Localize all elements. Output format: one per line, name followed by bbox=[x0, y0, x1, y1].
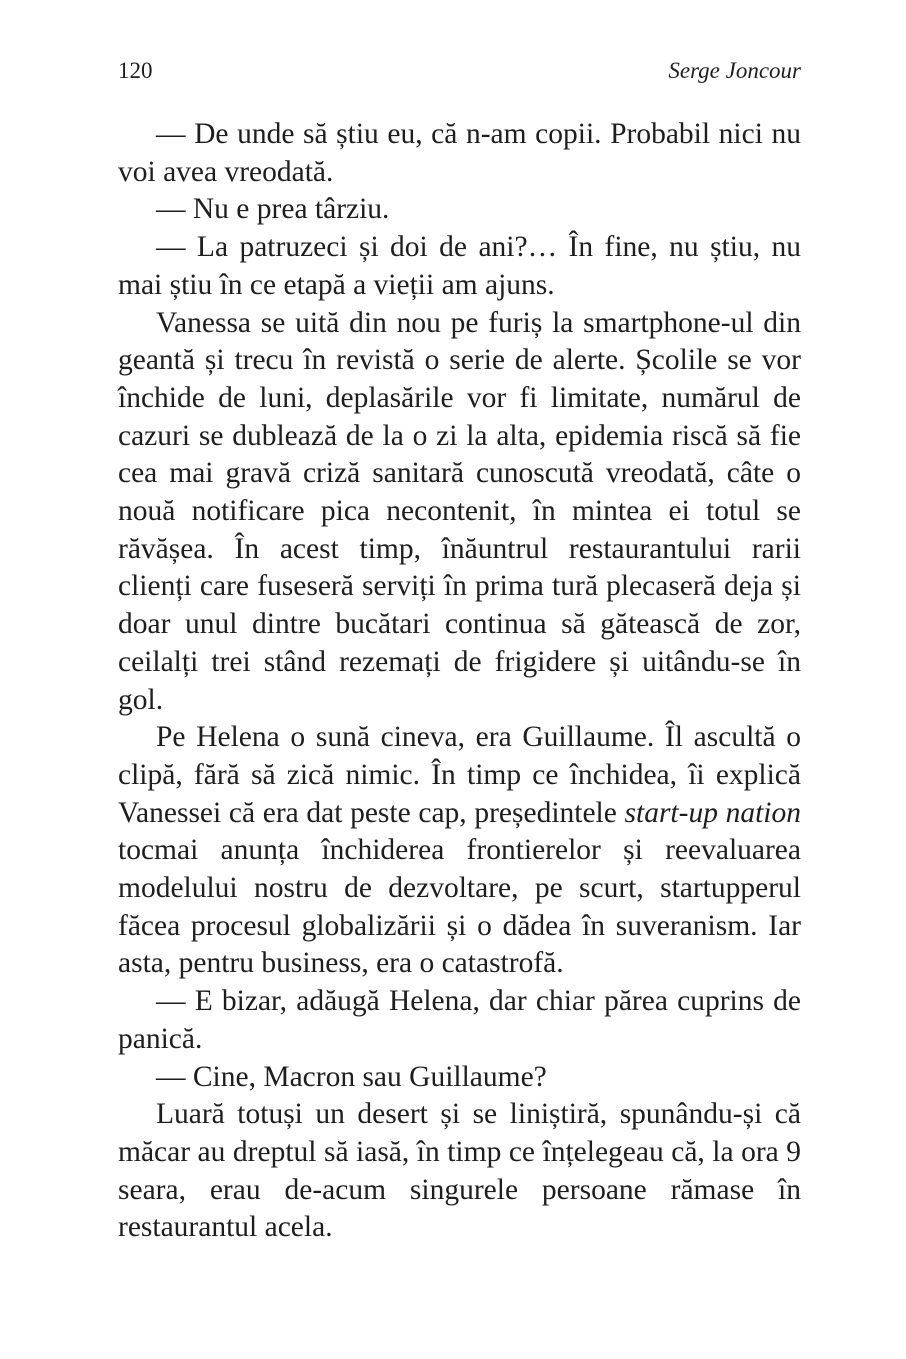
paragraph: — La patruzeci și doi de ani?… În fine, nu știu, nu mai știu în ce etapă a vieții am ajuns. bbox=[118, 231, 801, 301]
paragraph: Luară totuși un desert și se liniștiră, spunându-și că măcar au dreptul să iasă, în timp ce înțelegeau că, la ora 9 seara, erau de-acum singurele persoane rămase în restaurantul acela. bbox=[118, 1098, 801, 1244]
italic-phrase: start-up nation bbox=[624, 796, 801, 829]
running-head-author: Serge Joncour bbox=[668, 58, 801, 83]
paragraph-text: tocmai anunța închiderea frontierelor și reevaluarea modelului nostru de dezvoltare, pe scurt, startupperul făcea procesul globalizării și o dădea în suveranism. Iar asta, pentru business, era o catastrofă. bbox=[118, 834, 801, 980]
page-number: 120 bbox=[118, 58, 153, 83]
body-text bbox=[118, 116, 801, 1247]
page-header bbox=[118, 58, 801, 86]
paragraph: Vanessa se uită din nou pe furiș la smartphone-ul din geantă și trecu în revistă o serie de alerte. Școlile se vor închide de luni, deplasările vor fi limitate, numărul de cazuri se dublează de la o zi la alta, epidemia riscă să fie cea mai gravă criză sanitară cunoscută vreodată, câte o nouă notificare pica necontenit, în mintea ei totul se răvășea. În acest timp, înăuntrul restaurantului rarii clienți care fuseseră serviți în prima tură plecaseră deja și doar unul dintre bucătari continua să gătească de zor, ceilalți trei stând rezemați de frigidere și uitându-se în gol. bbox=[118, 306, 801, 716]
paragraph: — De unde să știu eu, că n-am copii. Probabil nici nu voi avea vreodată. bbox=[118, 118, 801, 188]
paragraph: — E bizar, adăugă Helena, dar chiar părea cuprins de panică. bbox=[118, 985, 801, 1055]
paragraph bbox=[118, 719, 801, 983]
paragraph-text: Pe Helena o sună cineva, era Guillaume. Îl ascultă o clipă, fără să zică nimic. În timp ce închidea, îi explică Vanessei că era dat peste cap, președintele bbox=[118, 721, 801, 829]
paragraph: — Cine, Macron sau Guillaume? bbox=[156, 1060, 547, 1093]
paragraph: — Nu e prea târziu. bbox=[156, 193, 390, 226]
